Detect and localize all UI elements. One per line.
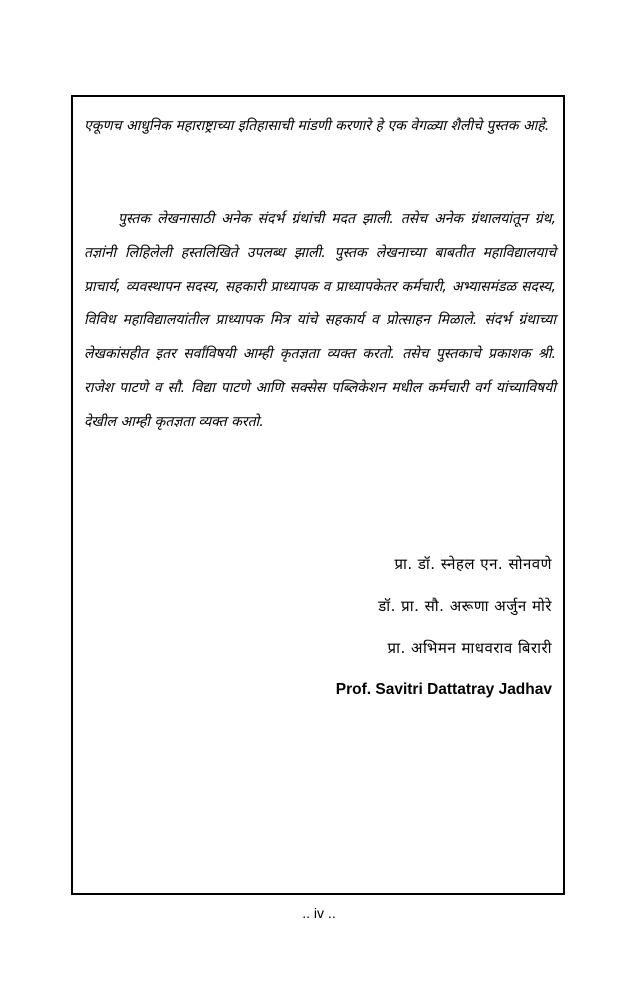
signature-line: प्रा. डॉ. स्नेहल एन. सोनवणे	[394, 555, 552, 573]
signature-line: डॉ. प्रा. सौ. अरूणा अर्जुन मोरे	[378, 597, 552, 615]
page-number: .. iv ..	[302, 905, 336, 921]
signature-line: Prof. Savitri Dattatray Jadhav	[335, 681, 552, 698]
signature-block	[336, 543, 552, 711]
intro-paragraph: एकूणच आधुनिक महाराष्ट्राच्या इतिहासाची मांडणी करणारे हे एक वेगळ्या शैलीचे पुस्तक आहे.	[84, 118, 550, 134]
signature-line: प्रा. अभिमन माधवराव बिरारी	[387, 639, 552, 657]
acknowledgement-paragraph: पुस्तक लेखनासाठी अनेक संदर्भ ग्रंथांची मदत झाली. तसेच अनेक ग्रंथालयांतून ग्रंथ, तज्ञांनी लिहिलेली हस्तलिखिते उपलब्ध झाली. पुस्तक लेखनाच्या बाबतीत महाविद्यालयाचे प्राचार्य, व्यवस्थापन सदस्य, सहकारी प्राध्यापक व प्राध्यापकेतर कर्मचारी, अभ्यासमंडळ सदस्य, विविध महाविद्यालयांतील प्राध्यापक मित्र यांचे सहकार्य व प्रोत्साहन मिळाले. संदर्भ ग्रंथाच्या लेखकांसहीत इतर सर्वांविषयी आम्ही कृतज्ञता व्यक्त करतो. तसेच पुस्तकाचे प्रकाशक श्री. राजेश पाटणे व सौ. विद्या पाटणे आणि सक्सेस पब्लिकेशन मधील कर्मचारी वर्ग यांच्याविषयी देखील आम्ही कृतज्ञता व्यक्त करतो.	[84, 211, 556, 430]
